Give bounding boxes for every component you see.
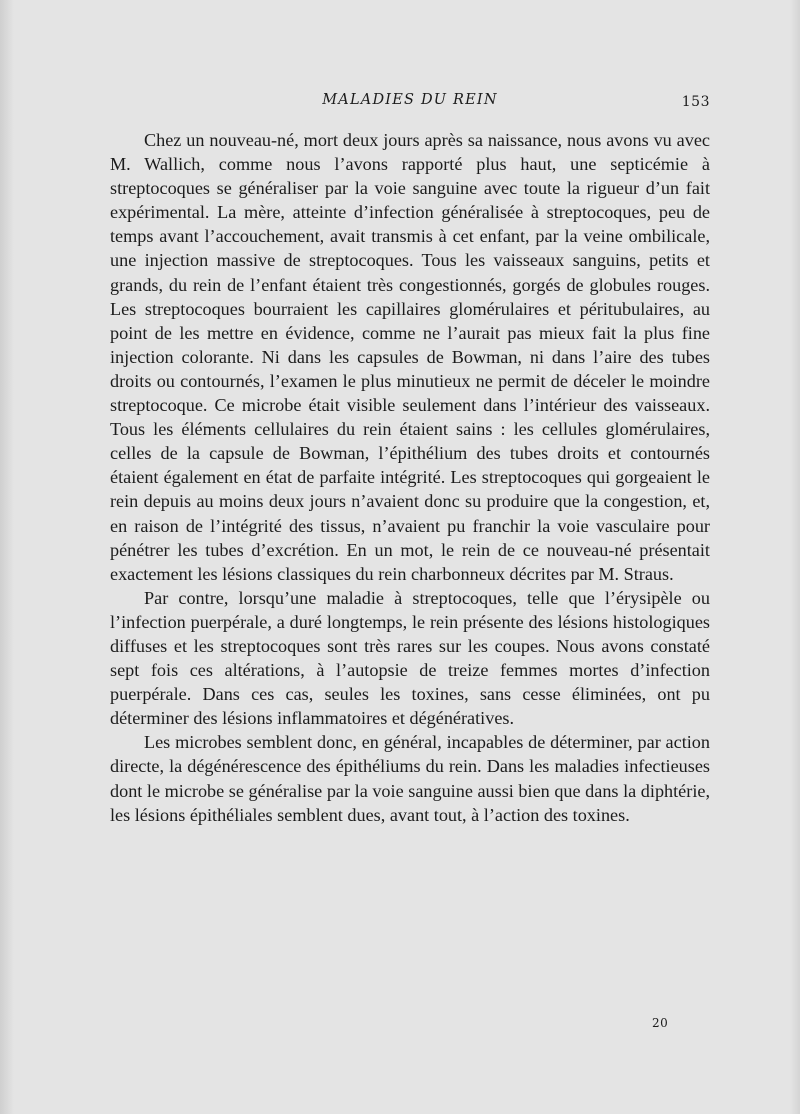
page-number: 153 — [681, 94, 710, 110]
running-head — [110, 92, 710, 114]
scan-edge-left — [0, 0, 14, 1114]
running-title: MALADIES DU REIN — [322, 92, 498, 108]
paragraph: Les microbes semblent donc, en général, incapables de déterminer, par action directe, la dégénérescence des épithéliums du rein. Dans les maladies infectieuses dont le microbe se généralise par la voie sanguine aussi bien que dans la diphtérie, les lésions épithéliales semblent dues, avant tout, à l’action des toxines. — [110, 732, 710, 825]
paragraph: Par contre, lorsqu’une maladie à streptocoques, telle que l’érysipèle ou l’infection puerpérale, a duré longtemps, le rein présente des lésions histologiques diffuses et les streptocoques sont très rares sur les coupes. Nous avons constaté sept fois ces altérations, à l’autopsie de treize femmes mortes d’infection puerpérale. Dans ces cas, seules les toxines, sans cesse éliminées, ont pu déterminer des lésions inflammatoires et dégénératives. — [110, 587, 710, 729]
scan-edge-right — [790, 0, 800, 1114]
signature-mark: 20 — [652, 1016, 669, 1030]
body-text — [110, 128, 710, 827]
paragraph: Chez un nouveau-né, mort deux jours après sa naissance, nous avons vu avec M. Wallich, comme nous l’avons rapporté plus haut, une septicémie à streptocoques se généraliser par la voie sanguine avec toute la rigueur d’un fait expérimental. La mère, atteinte d’infection généralisée à streptocoques, peu de temps avant l’accouchement, avait transmis à cet enfant, par la veine ombilicale, une injection massive de streptocoques. Tous les vaisseaux sanguins, petits et grands, du rein de l’enfant étaient très congestionnés, gorgés de globules rouges. Les streptocoques bourraient les capillaires glomérulaires et péritubulaires, au point de les mettre en évidence, comme ne l’aurait pas mieux fait la plus fine injection colorante. Ni dans les capsules de Bowman, ni dans l’aire des tubes droits ou contournés, l’examen le plus minutieux ne permit de déceler le moindre streptocoque. Ce microbe était visible seulement dans l’intérieur des vaisseaux. Tous les éléments cellulaires du rein étaient sains : les cellules glomérulaires, celles de la capsule de Bowman, l’épithélium des tubes droits et contournés étaient également en état de parfaite intégrité. Les streptocoques qui gorgeaient le rein depuis au moins deux jours n’avaient donc su produire que la congestion, et, en raison de l’intégrité des tissus, n’avaient pu franchir la voie vasculaire pour pénétrer les tubes d’excrétion. En un mot, le rein de ce nouveau-né présentait exactement les lésions classiques du rein charbonneux décrites par M. Straus. — [110, 130, 710, 584]
